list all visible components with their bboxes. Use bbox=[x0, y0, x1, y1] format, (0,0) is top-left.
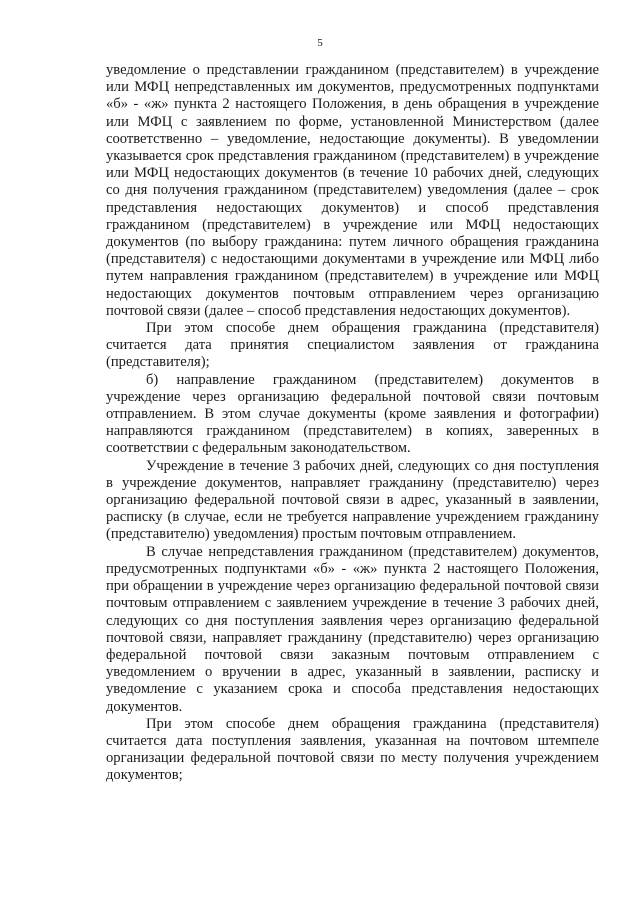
page-number: 5 bbox=[317, 37, 323, 49]
paragraph: В случае непредставления гражданином (представителем) документов, предусмотренных подпунктами «б» - «ж» пункта 2 настоящего Положения, при обращении в учреждение через организацию федеральной почтовой связи почтовым отправлением с заявлением учреждение в течение 3 рабочих дней, следующих со дня поступления заявления через организацию федеральной почтовой связи, направляет гражданину (представителю) через организацию федеральной почтовой связи заказным почтовым отправлением с уведомлением о вручении в адрес, указанный в заявлении, расписку и уведомление с указанием срока и способа представления недостающих документов. bbox=[106, 543, 599, 715]
paragraph: При этом способе днем обращения гражданина (представителя) считается дата поступления заявления, указанная на почтовом штемпеле организации федеральной почтовой связи по месту получения учреждением документов; bbox=[106, 715, 599, 784]
paragraph: б) направление гражданином (представителем) документов в учреждение через организацию федеральной почтовой связи почтовым отправлением. В этом случае документы (кроме заявления и фотографии) направляются гражданином (представителем) в копиях, заверенных в соответствии с федеральным законодательством. bbox=[106, 371, 599, 457]
paragraph: При этом способе днем обращения гражданина (представителя) считается дата принятия специалистом заявления от гражданина (представителя); bbox=[106, 320, 599, 371]
document-body bbox=[106, 62, 599, 785]
paragraph: Учреждение в течение 3 рабочих дней, следующих со дня поступления в учреждение документов, направляет гражданину (представителю) через организацию федеральной почтовой связи в адрес, указанный в заявлении, расписку (в случае, если не требуется направление учреждением гражданину (представителю) уведомления) простым почтовым отправлением. bbox=[106, 457, 599, 543]
paragraph: уведомление о представлении гражданином (представителем) в учреждение или МФЦ непредставленных им документов, предусмотренных подпунктами «б» - «ж» пункта 2 настоящего Положения, в день обращения в учреждение или МФЦ с заявлением по форме, установленной Министерством (далее соответственно – уведомление, недостающие документы). В уведомлении указывается срок представления гражданином (представителем) в учреждение или МФЦ недостающих документов (в течение 10 рабочих дней, следующих со дня получения гражданином (представителем) уведомления (далее – срок представления недостающих документов) и способ представления гражданином (представителем) в учреждение или МФЦ недостающих документов (по выбору гражданина: путем личного обращения гражданина (представителя) с недостающими документами в учреждение или МФЦ либо путем направления гражданином (представителем) в учреждение или МФЦ недостающих документов почтовым отправлением через организацию почтовой связи (далее – способ представления недостающих документов). bbox=[106, 62, 599, 319]
